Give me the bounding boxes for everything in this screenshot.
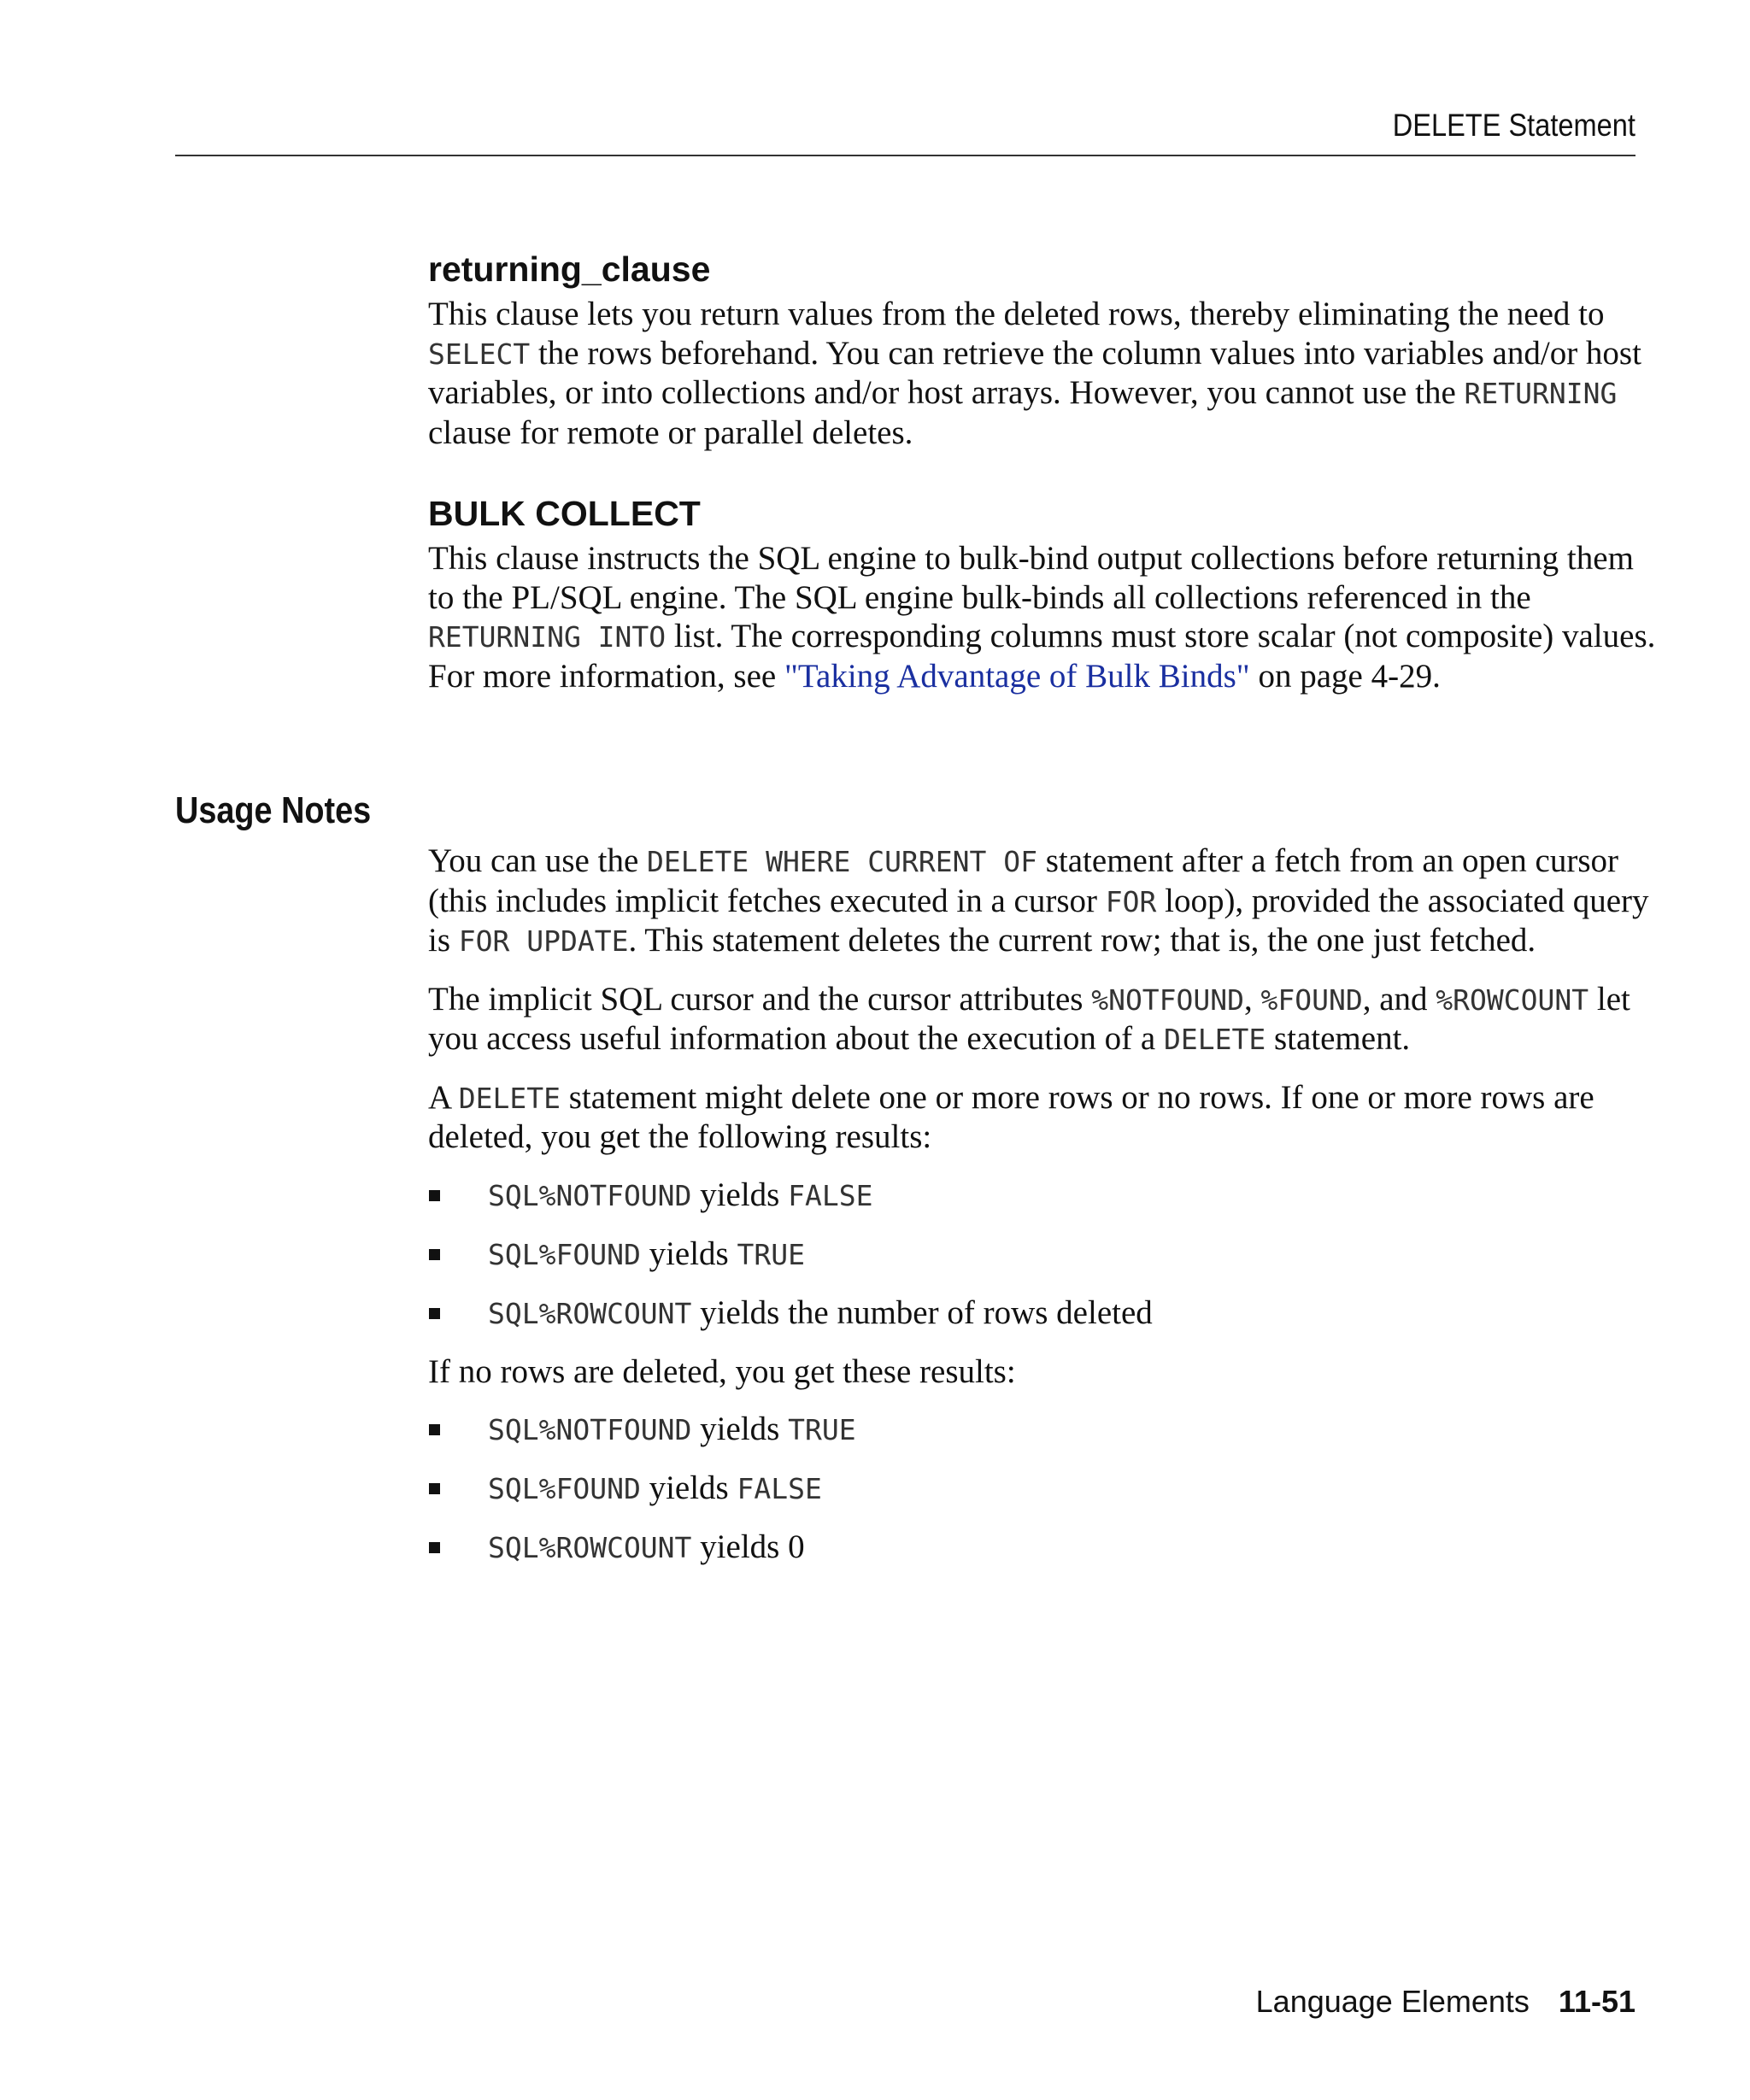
text-run: , and [1362,980,1436,1018]
text-run: statement. [1266,1020,1411,1057]
bullet-item [428,1235,1659,1275]
text-run: list. The corresponding columns must store scalar (not composite) values. For more information, see [428,618,1656,695]
usage-notes-heading: Usage Notes [175,789,372,831]
usage-paragraph-cursor-attributes [428,980,1659,1059]
inline-code: SQL%ROWCOUNT [488,1531,692,1564]
inline-code: FALSE [788,1178,873,1212]
bullet-item [428,1293,1659,1334]
bullet-list-rows-deleted [428,1176,1659,1334]
bullet-item [428,1469,1659,1509]
text-run: If no rows are deleted, you get these results: [428,1352,1016,1390]
text-run: This clause lets you return values from the deleted rows, thereby eliminating the need to [428,296,1605,332]
inline-code: DELETE WHERE CURRENT OF [647,845,1037,878]
text-run: let you access useful information about the execution of a [428,980,1630,1057]
bullet-item [428,1176,1659,1216]
text-run: loop), provided the associated query is [428,882,1649,959]
inline-code: SQL%ROWCOUNT [488,1296,692,1330]
text-run: yields [691,1176,789,1213]
returning-clause-paragraph [428,295,1659,452]
usage-notes-content [428,842,1659,1587]
text-run: yields 0 [691,1528,805,1565]
square-bullet-icon [429,1308,440,1319]
bullet-list-no-rows [428,1410,1659,1568]
running-header: DELETE Statement [1392,108,1635,143]
inline-code: %ROWCOUNT [1436,983,1589,1017]
text-run: clause for remote or parallel deletes. [428,414,913,451]
text-run: statement after a fetch from an open cursor (this includes implicit fetches executed in a cursor [428,842,1619,919]
inline-code: FALSE [737,1472,822,1505]
text-run: yields the number of rows deleted [691,1293,1153,1331]
header-divider [175,155,1635,156]
inline-code: FOR [1105,884,1157,918]
footer-chapter-title: Language Elements [1255,1984,1530,2019]
text-run: the rows beforehand. You can retrieve the column values into variables and/or host variables, or into collections and/or host arrays. However, you cannot use the [428,334,1641,411]
square-bullet-icon [429,1483,440,1494]
text-run: You can use the [428,842,648,879]
usage-paragraph-delete-where-current [428,842,1659,961]
usage-paragraph-no-rows [428,1352,1659,1392]
inline-code: RETURNING [1464,377,1618,410]
main-content [428,243,1659,695]
inline-code: TRUE [788,1413,856,1446]
inline-code: TRUE [737,1237,805,1271]
inline-code: SQL%NOTFOUND [488,1178,692,1212]
text-run: A [428,1078,459,1116]
bulk-collect-heading: BULK COLLECT [428,494,701,533]
inline-code: %FOUND [1260,983,1363,1017]
square-bullet-icon [429,1542,440,1553]
page-footer [1256,1982,1635,2021]
text-run: , [1244,980,1261,1018]
cross-reference-link[interactable]: "Taking Advantage of Bulk Binds" [784,657,1250,695]
text-run: yields [691,1411,789,1447]
inline-code: SQL%FOUND [488,1472,641,1505]
text-run: statement might delete one or more rows or no rows. If one or more rows are deleted, you get the following results: [428,1078,1594,1155]
inline-code: SQL%FOUND [488,1237,641,1271]
text-run: . This statement deletes the current row; that is, the one just fetched. [628,922,1536,959]
square-bullet-icon [429,1249,440,1260]
bullet-item [428,1528,1659,1568]
text-run: yields [640,1235,737,1272]
bulk-collect-paragraph [428,539,1659,695]
inline-code: DELETE [1163,1023,1266,1056]
text-run: This clause instructs the SQL engine to bulk-bind output collections before returning them to the PL/SQL engine. The SQL engine bulk-binds all collections referenced in the [428,540,1634,616]
footer-page-number: 11-51 [1558,1984,1635,2019]
inline-code: DELETE [458,1081,561,1115]
bullet-item [428,1410,1659,1450]
inline-code: RETURNING INTO [428,620,667,654]
text-run: on page 4-29. [1249,657,1441,695]
inline-code: SELECT [428,337,531,371]
returning-clause-heading: returning_clause [428,249,711,289]
inline-code: SQL%NOTFOUND [488,1413,692,1446]
square-bullet-icon [429,1424,440,1435]
text-run: The implicit SQL cursor and the cursor attributes [428,980,1092,1018]
text-run: yields [640,1469,737,1506]
inline-code: FOR UPDATE [458,924,629,958]
usage-paragraph-rows-deleted [428,1078,1659,1157]
square-bullet-icon [429,1190,440,1201]
inline-code: %NOTFOUND [1091,983,1245,1017]
